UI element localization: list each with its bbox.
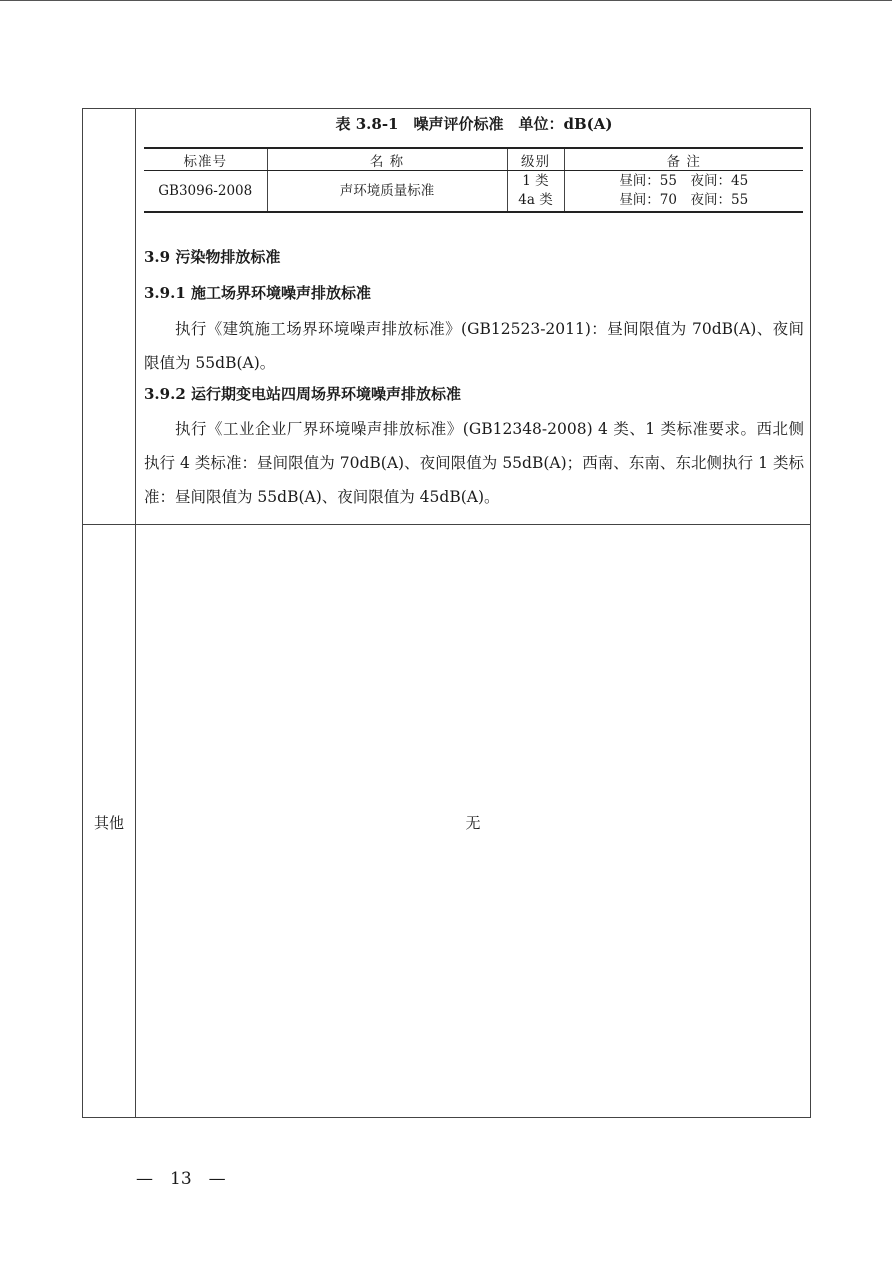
header-name: 名 称 xyxy=(267,148,507,171)
section-heading-3-9-1: 3.9.1 施工场界环境噪声排放标准 xyxy=(144,284,371,302)
section-heading-3-9: 3.9 污染物排放标准 xyxy=(144,248,281,266)
cell-name: 声环境质量标准 xyxy=(267,171,507,213)
other-value: 无 xyxy=(465,814,481,832)
cell-remarks xyxy=(564,171,803,213)
header-level: 级别 xyxy=(507,148,564,171)
column-divider xyxy=(135,109,136,1117)
section-heading-3-9-2: 3.9.2 运行期变电站四周场界环境噪声排放标准 xyxy=(144,385,461,403)
page-number: — 13 — xyxy=(136,1169,226,1189)
other-label: 其他 xyxy=(93,814,124,832)
level-4a: 4a 类 xyxy=(518,192,553,208)
table-row xyxy=(144,171,803,213)
remark-1: 昼间：55 夜间：45 xyxy=(619,173,749,189)
header-remarks: 备 注 xyxy=(564,148,803,171)
cell-standard-no: GB3096-2008 xyxy=(144,171,267,213)
remark-2: 昼间：70 夜间：55 xyxy=(619,192,749,208)
form-frame xyxy=(82,108,811,1118)
level-1: 1 类 xyxy=(522,173,549,189)
table-header-row xyxy=(144,148,803,171)
section-text-3-9-2: 执行《工业企业厂界环境噪声排放标准》(GB12348-2008) 4 类、1 类标准要求。西北侧执行 4 类标准：昼间限值为 70dB(A)、夜间限值为 55dB(A)；西南、东南、东北侧执行 1 类标准：昼间限值为 55dB(A)、夜间限值为 45dB(A)。 xyxy=(144,420,804,506)
noise-standard-table xyxy=(144,147,803,213)
top-border-line xyxy=(0,0,892,1)
row-divider xyxy=(83,524,810,525)
cell-level xyxy=(507,171,564,213)
section-text-3-9-1: 执行《建筑施工场界环境噪声排放标准》(GB12523-2011)：昼间限值为 70dB(A)、夜间限值为 55dB(A)。 xyxy=(144,320,804,372)
header-standard-no: 标准号 xyxy=(144,148,267,171)
table-caption: 表 3.8-1 噪声评价标准 单位：dB(A) xyxy=(335,115,613,133)
